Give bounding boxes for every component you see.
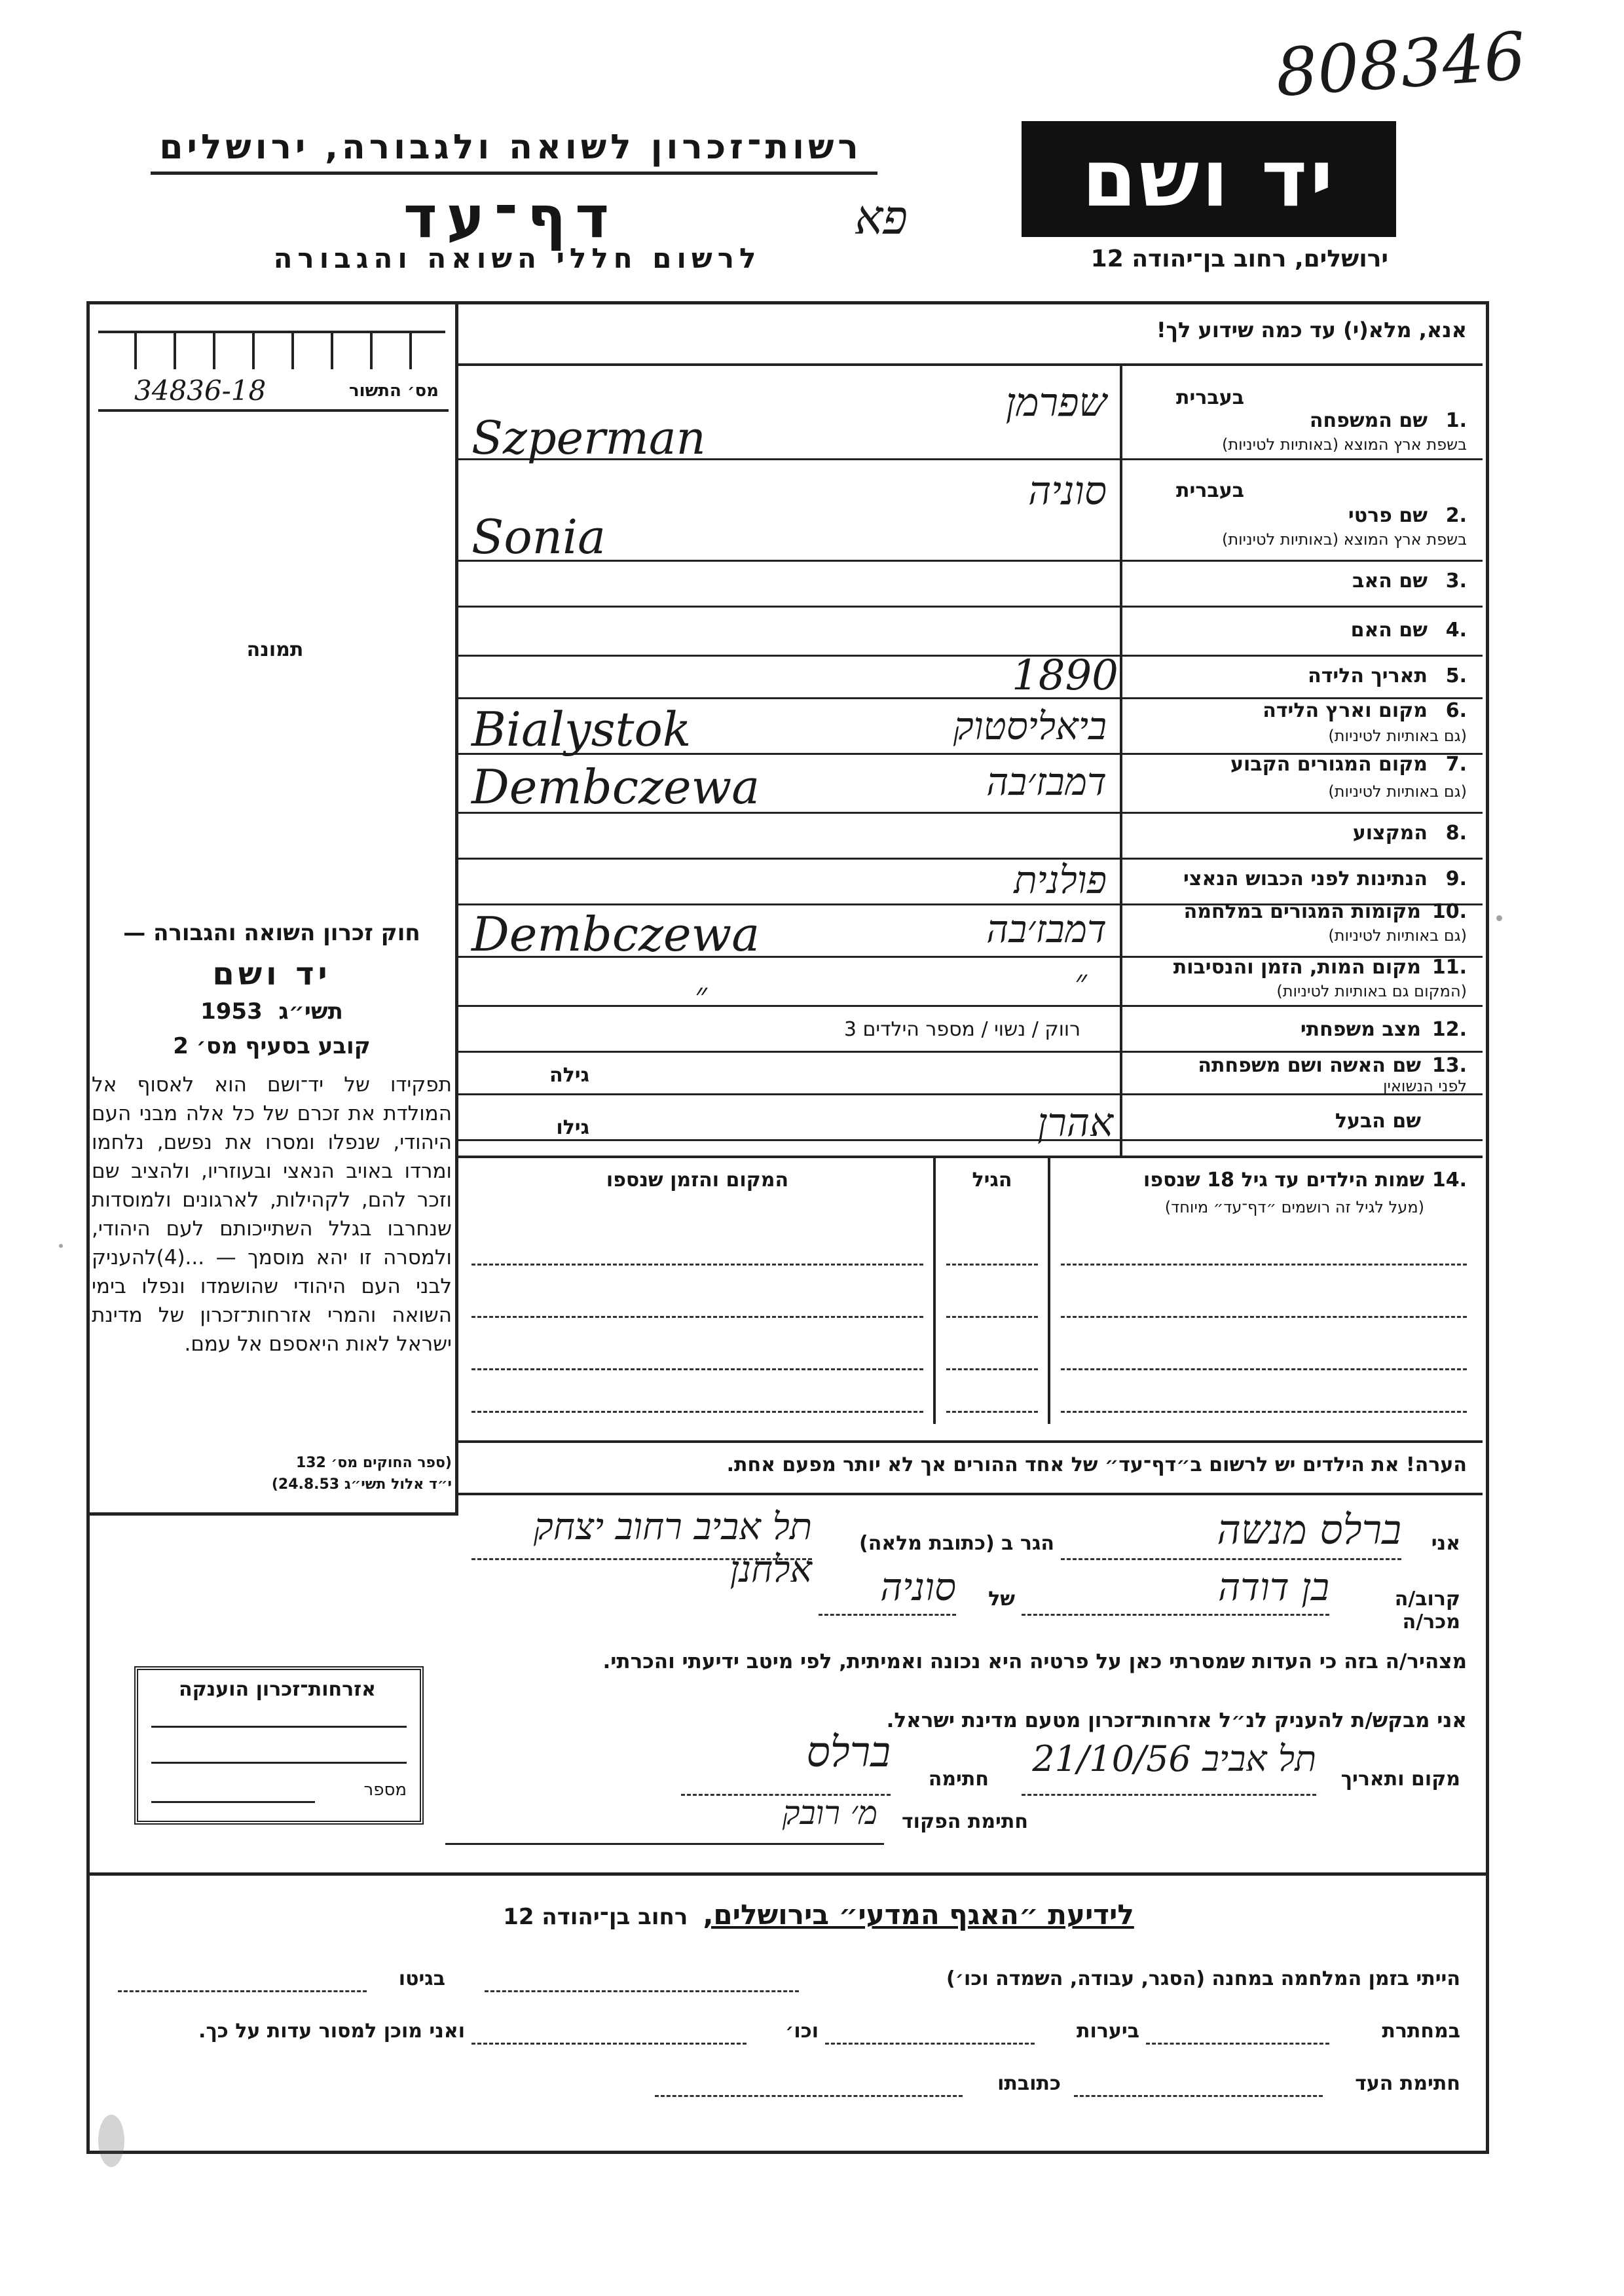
field-5-label: תאריך הלידה xyxy=(1308,665,1428,687)
signature-label: חתימה xyxy=(928,1768,989,1791)
child-row-line xyxy=(471,1411,923,1413)
declaration-i-label: אני xyxy=(1431,1532,1460,1555)
relation-label: קרוב/ה מכר/ה xyxy=(1394,1588,1460,1633)
relation-line xyxy=(1022,1614,1329,1616)
child-row-line xyxy=(471,1264,923,1266)
citizenship-number-label: מספר xyxy=(363,1780,407,1800)
officer-signature-value[interactable]: מ׳ רובק xyxy=(782,1794,877,1832)
residing-value[interactable]: תל אביב רחוב יצחק אלחנן xyxy=(533,1506,812,1591)
witness-address-line xyxy=(655,2095,963,2097)
forests-label: ביערות xyxy=(1077,2020,1139,2043)
file-number-label: מס׳ התשור xyxy=(349,381,439,401)
field-9-label: הנתינות לפני הכבוש הנאצי xyxy=(1183,867,1428,890)
form-subtitle: לרשום חללי השואה והגבורה xyxy=(273,242,762,274)
law-year-line xyxy=(92,998,452,1025)
field-11-latin-value[interactable]: ״ xyxy=(695,975,707,1013)
children-col-divider-2 xyxy=(1048,1156,1050,1424)
margin-note: פא xyxy=(855,190,908,245)
relation-value[interactable]: בן דודה xyxy=(1218,1565,1329,1609)
field-1-number: 1. xyxy=(1445,409,1467,432)
field-2-sublabel: בשפת ארץ המוצא (באותיות לטיניות) xyxy=(1222,530,1467,549)
note-top-line xyxy=(458,1440,1483,1443)
child-row-line xyxy=(946,1368,1038,1370)
field-5-number: 5. xyxy=(1445,665,1467,687)
place-date-value[interactable]: תל אביב 21/10/56 xyxy=(1032,1738,1316,1779)
field-1-sublabel: בשפת ארץ המוצא (באותיות לטיניות) xyxy=(1222,435,1467,454)
field-9-value[interactable]: פולנית xyxy=(1014,858,1107,902)
children-col-place: המקום והזמן שנספו xyxy=(606,1169,789,1192)
file-number-value[interactable]: 34836-18 xyxy=(134,374,267,407)
scan-speck xyxy=(59,1244,63,1248)
etc-label: וכו׳ xyxy=(785,2020,819,2043)
field-10-hebrew-value[interactable]: דמבז׳בה xyxy=(986,907,1107,951)
declaration-request: אני מבקש/ת להעניק לנ״ל אזרחות־זכרון מטעם מדינת ישראל. xyxy=(886,1709,1467,1732)
children-section-number: 14. xyxy=(1431,1169,1467,1192)
ghetto-label: בגיטו xyxy=(398,1967,445,1990)
child-row-line xyxy=(946,1264,1038,1266)
field-11-label: מקום המות, הזמן והנסיבות xyxy=(1173,956,1421,979)
citizenship-box xyxy=(134,1666,424,1825)
field-8-number: 8. xyxy=(1445,822,1467,845)
header-address: ירושלים, רחוב בן־יהודה 12 xyxy=(1090,246,1388,272)
underground-line xyxy=(1146,2043,1329,2045)
child-row-line xyxy=(1061,1264,1467,1266)
underground-label: במחתרת xyxy=(1382,2020,1460,2043)
field-1-hebrew-tag: בעברית xyxy=(1176,386,1244,409)
child-row-line xyxy=(946,1411,1038,1413)
field-2-number: 2. xyxy=(1445,504,1467,527)
husband-age-label: גילו xyxy=(556,1116,589,1139)
file-number-underline xyxy=(98,409,449,412)
children-section-label: שמות הילדים עד גיל 18 שנספו xyxy=(1143,1169,1424,1192)
note-text: הערה! את הילדים יש לרשום ב״דף־עד״ של אחד ההורים אך לא יותר מפעם אחת. xyxy=(726,1453,1467,1476)
instruction-divider xyxy=(458,363,1483,366)
barcode-boxes xyxy=(98,331,445,369)
field-12-number: 12. xyxy=(1431,1018,1467,1041)
instruction-text: אנא, מלא(י) עד כמה שידוע לך! xyxy=(1156,318,1467,342)
officer-signature-line xyxy=(445,1843,884,1845)
serial-number: 808346 xyxy=(1273,17,1528,112)
of-value[interactable]: סוניה xyxy=(880,1565,956,1609)
organization-line: רשות־זכרון לשואה ולגבורה, ירושלים xyxy=(159,128,862,167)
ghetto-line xyxy=(118,1990,367,1992)
child-row-line xyxy=(471,1368,923,1370)
note-bottom-line xyxy=(458,1493,1483,1495)
label-value-divider xyxy=(1120,363,1122,1156)
field-13-sublabel: לפני הנשואין xyxy=(1382,1077,1467,1095)
field-12-value[interactable]: רווק / נשוי / מספר הילדים 3 xyxy=(843,1018,1080,1041)
husband-value[interactable]: אהרן xyxy=(1037,1100,1113,1146)
field-7-latin-value[interactable]: Dembczewa xyxy=(471,759,760,814)
scan-speck xyxy=(1496,915,1502,921)
field-2-hebrew-tag: בעברית xyxy=(1176,479,1244,502)
field-2-hebrew-value[interactable]: סוניה xyxy=(1028,468,1107,514)
law-name: יד ושם xyxy=(212,956,331,993)
sidebar-bottom xyxy=(86,1512,458,1516)
law-year-hebrew: תשי״ג xyxy=(278,998,343,1025)
children-table-top xyxy=(458,1156,1483,1158)
of-line xyxy=(819,1614,956,1616)
forests-line xyxy=(825,2043,1035,2045)
field-12-label: מצב משפחתי xyxy=(1300,1018,1421,1041)
field-13-age-label: גילה xyxy=(549,1064,589,1087)
scan-speck xyxy=(98,2115,124,2167)
footer-heading-line xyxy=(458,1899,1179,1931)
footer-line-1: הייתי בזמן המלחמה במחנה (הסגר, עבודה, השמדה וכו׳) xyxy=(946,1967,1460,1990)
field-10-label: מקומות המגורים במלחמה xyxy=(1183,900,1421,923)
law-clause: קובע בסעיף מס׳ 2 xyxy=(173,1033,371,1059)
place-date-line xyxy=(1022,1794,1316,1796)
officer-signature-label: חתימת הפקוד xyxy=(902,1810,1028,1833)
witness-signature-label: חתימת העד xyxy=(1355,2072,1460,2095)
declarant-name[interactable]: ברלס מנשה xyxy=(1217,1506,1401,1554)
etc-line xyxy=(471,2043,747,2045)
declaration-statement: מצהיר/ה בזה כי העדות שמסרתי כאן על פרטיה היא נכונה ואמיתית, לפי מיטב ידיעתי והכרתי. xyxy=(602,1650,1467,1673)
org-underline xyxy=(151,172,877,175)
children-col-divider-1 xyxy=(933,1156,936,1424)
declarant-name-line xyxy=(1061,1558,1401,1560)
signature-value[interactable]: ברלס xyxy=(806,1728,891,1777)
field-6-number: 6. xyxy=(1445,699,1467,722)
field-1-label: שם המשפחה xyxy=(1309,409,1428,432)
field-5-value[interactable]: 1890 xyxy=(1012,651,1118,700)
field-7-label: מקום המגורים הקבוע xyxy=(1230,753,1428,776)
willing-to-testify: ואני מוכן למסור עדות על כך. xyxy=(198,2020,465,2043)
husband-label: שם הבעל xyxy=(1335,1110,1421,1133)
field-2-latin-value[interactable]: Sonia xyxy=(471,509,606,564)
of-label: של xyxy=(988,1588,1015,1611)
children-section-sublabel: (מעל לגיל זה רושמים ״דף־עד״ מיוחד) xyxy=(1164,1198,1424,1216)
field-13-number: 13. xyxy=(1431,1054,1467,1077)
field-7-hebrew-value[interactable]: דמבז׳בה xyxy=(986,759,1107,804)
footer-divider xyxy=(86,1872,1486,1876)
residing-label: הגר ב (כתובת מלאה) xyxy=(858,1532,1054,1555)
children-col-age: הגיל xyxy=(972,1169,1012,1192)
logo-text: יד ושם xyxy=(1082,134,1336,225)
field-11-number: 11. xyxy=(1431,956,1467,979)
law-text: תפקידו של יד־ושם הוא לאסוף אל המולדת את זכרם של כל אלה מבני העם היהודי, שנפלו ומסרו את נפשם, נלחמו ומרדו באויב הנאצי ובעוזריו, ולהציב שם וזכר להם, לקהילות, לארגונים ולמוסדות שנחרבו בגלל השתייכותם לעם היהודי, ולמסרה זו יהא מוסמך — ...(4)להעניק לבני העם היהודי שהושמדו ונפלו בימי השואה והמרי אזרחות־זכרון של מדינת ישראל לאות היאספם אל עמם. xyxy=(92,1073,452,1356)
camp-line xyxy=(485,1990,799,1992)
child-row-line xyxy=(946,1316,1038,1318)
field-6-latin-value[interactable]: Bialystok xyxy=(471,702,692,757)
field-8-label: המקצוע xyxy=(1352,822,1428,845)
law-reference-2: י״ד אלול תשי״ג 24.8.53) xyxy=(271,1476,452,1493)
field-1-hebrew-value[interactable]: שפרמן xyxy=(1005,380,1107,426)
photo-label: תמונה xyxy=(246,638,304,661)
yad-vashem-logo xyxy=(1022,121,1396,237)
field-10-number: 10. xyxy=(1431,900,1467,923)
child-row-line xyxy=(1061,1368,1467,1370)
field-2-label: שם פרטי xyxy=(1348,504,1428,527)
sidebar-divider xyxy=(455,301,458,1512)
citizenship-title: אזרחות־זכרון הוענקה xyxy=(178,1678,377,1701)
law-title: חוק זכרון השואה והגבורה — xyxy=(123,920,420,946)
field-4-number: 4. xyxy=(1445,619,1467,642)
place-date-label: מקום ותאריך xyxy=(1340,1768,1460,1791)
footer-heading: לידיעת ״האגף המדעי״ בירושלים, xyxy=(703,1899,1134,1931)
field-3-number: 3. xyxy=(1445,570,1467,592)
field-4-label: שם האם xyxy=(1350,619,1428,642)
residing-line xyxy=(471,1558,812,1560)
child-row-line xyxy=(1061,1316,1467,1318)
witness-address-label: כתובתו xyxy=(997,2072,1061,2095)
field-13-label: שם האשה ושם משפחתה xyxy=(1198,1054,1421,1077)
field-9-number: 9. xyxy=(1445,867,1467,890)
footer-address: רחוב בן־יהודה 12 xyxy=(503,1904,688,1930)
child-row-line xyxy=(1061,1411,1467,1413)
field-6-hebrew-value[interactable]: ביאליסטוק xyxy=(953,704,1107,748)
field-7-number: 7. xyxy=(1445,753,1467,776)
field-6-sublabel: (גם באותיות לטיניות) xyxy=(1328,727,1467,745)
field-1-latin-value[interactable]: Szperman xyxy=(471,411,706,465)
law-reference-1: (ספר החוקים מס׳ 132 xyxy=(295,1455,452,1471)
child-row-line xyxy=(471,1316,923,1318)
field-3-label: שם האב xyxy=(1352,570,1428,592)
form-title: דף־עד xyxy=(403,183,618,251)
field-11-sublabel: (המקום גם באותיות לטיניות) xyxy=(1276,982,1467,1000)
field-10-sublabel: (גם באותיות לטיניות) xyxy=(1328,926,1467,945)
field-6-label: מקום וארץ הלידה xyxy=(1263,699,1428,722)
field-7-sublabel: (גם באותיות לטיניות) xyxy=(1328,782,1467,801)
field-10-latin-value[interactable]: Dembczewa xyxy=(471,907,760,962)
witness-signature-line xyxy=(1074,2095,1323,2097)
law-year: 1953 xyxy=(200,998,263,1025)
field-11-hebrew-value[interactable]: ״ xyxy=(1075,962,1087,1000)
